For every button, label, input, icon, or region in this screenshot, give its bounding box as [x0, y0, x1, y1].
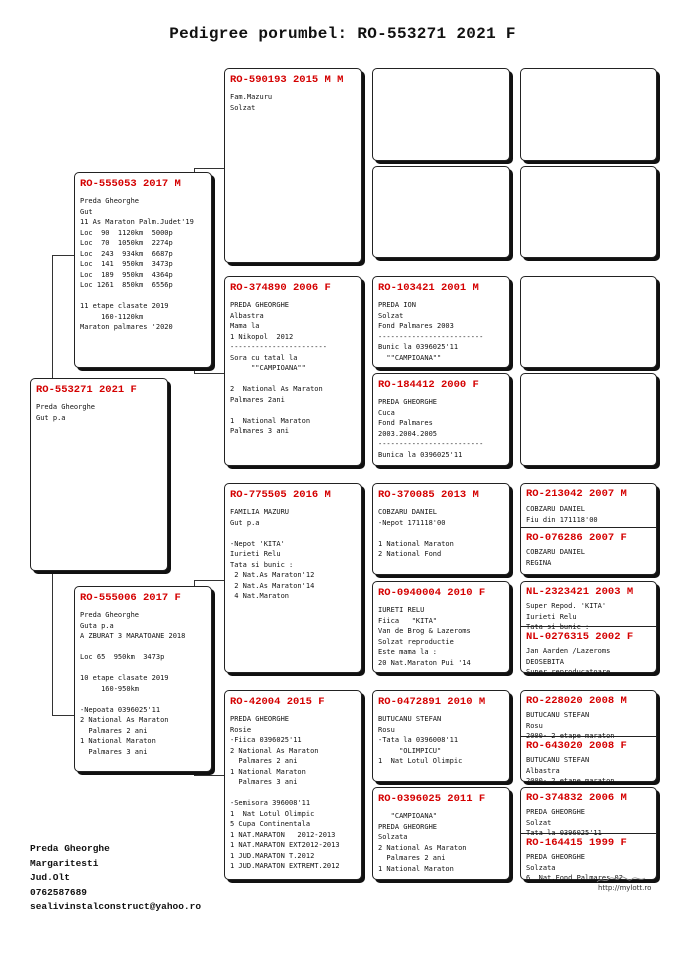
connector-line: [52, 255, 53, 385]
ring-number: NL-2323421 2003 M: [526, 586, 634, 598]
connector-line: [52, 570, 53, 715]
ring-number: RO-164415 1999 F: [526, 837, 627, 849]
sire-dam-sire-card[interactable]: [372, 276, 510, 368]
owner-county: Jud.Olt: [30, 872, 70, 883]
ring-number: RO-076286 2007 F: [526, 532, 627, 544]
subject-card[interactable]: [30, 378, 168, 571]
ring-number: RO-374890 2006 F: [230, 282, 331, 294]
pigeon-info: PREDA ION Solzat Fond Palmares 2003 ------------------------- Bunic la 0396025'11 ""CAMPIOANA"": [378, 301, 484, 362]
pigeon-info: BUTUCANU STEFAN Rosu 2000- 2 etape maraton: [526, 711, 615, 740]
pigeon-info: Preda Gheorghe Gut p.a: [36, 403, 96, 422]
empty-card: [520, 276, 657, 368]
ring-number: RO-0472891 2010 M: [378, 696, 486, 708]
sire-dam-dam-card[interactable]: [372, 373, 510, 466]
pigeon-info: Fam.Mazuru Solzat: [230, 93, 273, 112]
pigeon-info: PREDA GHEORGHE Solzat Tata la 0396025'11: [526, 808, 602, 837]
pigeon-info: FAMILIA MAZURU Gut p.a -Nepot 'KITA' Iurieti Relu Tata si bunic : 2 Nat.As Maraton'12 2 Nat.As Maraton'14 4 Nat.Maraton: [230, 508, 315, 600]
sire-sire-card[interactable]: [224, 68, 362, 263]
owner-town: Margaritesti: [30, 857, 99, 869]
empty-card: [372, 166, 510, 258]
pigeon-info: IURETI RELU Fiica "KITA" Van de Brog & Lazeroms Solzat reproductie Este mama la : 20 Nat.Maraton Pui '14: [378, 606, 471, 667]
dam-sire-sire-card[interactable]: [372, 483, 510, 575]
ring-number: RO-555006 2017 F: [80, 592, 181, 604]
owner-name: Preda Gheorghe: [30, 843, 110, 854]
divider: [521, 833, 656, 834]
connector-line: [194, 373, 224, 374]
pigeon-info: PREDA GHEORGHE Rosie -Fiica 0396025'11 2 National As Maraton Palmares 2 ani 1 National Maraton Palmares 3 ani -Semisora 396008'11 1 Nat Lotul Olimpic 5 Cupa Continentala 1 NAT.MARATON 2012-2013 1 NAT.MARATON EXT2012-2013 1 JUD.MARATON T.2012 1 JUD.MARATON EXTREMT.2012: [230, 715, 340, 870]
ring-number: RO-184412 2000 F: [378, 379, 479, 391]
gen5-pair-card[interactable]: [520, 581, 657, 676]
dam-dam-sire-card[interactable]: [372, 690, 510, 782]
ring-number: RO-775505 2016 M: [230, 489, 331, 501]
dam-card[interactable]: [74, 586, 212, 772]
divider: [521, 626, 656, 627]
pigeon-info: COBZARU DANIEL REGINA: [526, 548, 586, 567]
pigeon-info: PREDA GHEORGHE Albastra Mama la 1 Nikopol 2012 ----------------------- Sora cu tatal la ""CAMPIOANA"" 2 National As Maraton Palmares 2ani 1 National Maraton Palmares 3 ani: [230, 301, 327, 435]
connector-line: [52, 255, 74, 256]
ring-number: RO-213042 2007 M: [526, 488, 627, 500]
ring-number: RO-370085 2013 M: [378, 489, 479, 501]
owner-email[interactable]: sealivinstalconstruct@yahoo.ro: [30, 901, 202, 912]
dam-sire-dam-card[interactable]: [372, 581, 510, 673]
pigeon-info: Preda Gheorghe Guta p.a A ZBURAT 3 MARATOANE 2018 Loc 65 950km 3473p 10 etape clasate 2019 160-950km -Nepoata 0396025'11 2 National As Maraton Palmares 2 ani 1 National Maraton Palmares 3 ani: [80, 611, 186, 756]
dam-sire-card[interactable]: [224, 483, 362, 673]
connector-line: [194, 580, 224, 581]
ring-number: RO-590193 2015 M M: [230, 74, 344, 86]
divider: [521, 736, 656, 737]
connector-line: [194, 168, 224, 169]
ring-number: NL-0276315 2002 F: [526, 631, 634, 643]
connector-line: [52, 715, 74, 716]
ring-number: RO-374832 2006 M: [526, 792, 627, 804]
ring-number: RO-553271 2021 F: [36, 384, 137, 396]
pigeon-info: BUTUCANU STEFAN Albastra 2000- 2 etape maraton: [526, 756, 615, 785]
sire-dam-card[interactable]: [224, 276, 362, 466]
empty-card: [372, 68, 510, 161]
pigeon-info: COBZARU DANIEL -Nepot 171118'00 1 National Maraton 2 National Fond: [378, 508, 454, 558]
owner-phone: 0762587689: [30, 886, 88, 898]
gen5-pair-card[interactable]: [520, 690, 657, 785]
watermark-url[interactable]: http://mylott.ro: [598, 884, 652, 892]
signature-logo: [596, 876, 646, 884]
gen5-pair-card[interactable]: [520, 483, 657, 575]
connector-line: [194, 775, 224, 776]
empty-card: [520, 68, 657, 161]
ring-number: RO-555053 2017 M: [80, 178, 181, 190]
gen5-pair-card[interactable]: [520, 787, 657, 880]
pigeon-info: BUTUCANU STEFAN Rosu -Tata la 0396008'11 "OLIMPICU" 1 Nat Lotul Olimpic: [378, 715, 463, 765]
pigeon-info: Jan Aarden /Lazeroms DEOSEBITA Super reproducatoare: [526, 647, 611, 676]
empty-card: [520, 166, 657, 258]
owner-contact: [30, 842, 201, 915]
ring-number: RO-228020 2008 M: [526, 695, 627, 707]
empty-card: [520, 373, 657, 466]
ring-number: RO-42004 2015 F: [230, 696, 325, 708]
pigeon-info: PREDA GHEORGHE Solzata 6 Nat.Fond Palmares 02: [526, 853, 623, 882]
pigeon-info: COBZARU DANIEL Fiu din 171118'00: [526, 505, 598, 524]
pigeon-info: Preda Gheorghe Gut 11 As Maraton Palm.Judet'19 Loc 90 1120km 5000p Loc 70 1050km 2274p Loc 243 934km 6687p Loc 141 950km 3473p Loc 189 950km 4364p Loc 1261 850km 6556p 11 etape clasate 2019 160-1120km Maraton palmares '2020: [80, 197, 194, 331]
pigeon-info: PREDA GHEORGHE Cuca Fond Palmares 2003.2004.2005 ------------------------- Bunica la 0396025'11: [378, 398, 484, 459]
ring-number: RO-103421 2001 M: [378, 282, 479, 294]
dam-dam-dam-card[interactable]: [372, 787, 510, 880]
ring-number: RO-0940004 2010 F: [378, 587, 486, 599]
ring-number: RO-0396025 2011 F: [378, 793, 486, 805]
divider: [521, 527, 656, 528]
pigeon-info: Super Repod. 'KITA' Iurieti Relu Tata si bunic :: [526, 602, 607, 631]
ring-number: RO-643020 2008 F: [526, 740, 627, 752]
dam-dam-card[interactable]: [224, 690, 362, 880]
page-title: Pedigree porumbel: RO-553271 2021 F: [169, 25, 516, 43]
pigeon-info: "CAMPIOANA" PREDA GHEORGHE Solzata 2 National As Maraton Palmares 2 ani 1 National Maraton: [378, 812, 467, 873]
sire-card[interactable]: [74, 172, 212, 368]
